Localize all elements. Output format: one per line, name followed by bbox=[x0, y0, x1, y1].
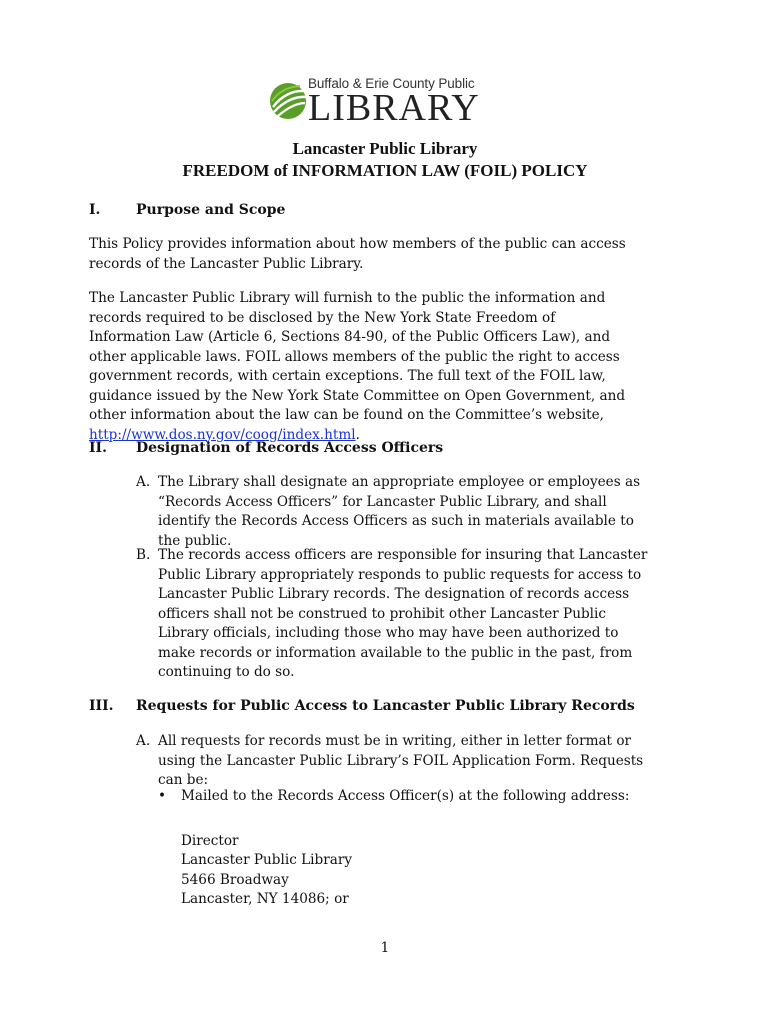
coog-website-link[interactable]: http://www.dos.ny.gov/coog/index.html bbox=[89, 426, 356, 443]
section-2-number: II. bbox=[89, 440, 107, 456]
document-title: Lancaster Public Library bbox=[292, 139, 478, 158]
document-subtitle: FREEDOM of INFORMATION LAW (FOIL) POLICY bbox=[182, 161, 588, 180]
section-2-item-b-text: The records access officers are responsible for insuring that Lancaster Public Library appropriately responds to public requests for access to Lancaster Public Library records. The designation of records access officers shall not be construed to prohibit other Lancaster Public Library officials, including those who may have been authorized to make records or information available to the public in the past, from continuing to do so. bbox=[158, 547, 648, 680]
address-line-1: Director bbox=[181, 833, 239, 849]
logo-tagline: Buffalo & Erie County Public bbox=[308, 76, 475, 91]
section-2-item-b-letter: B. bbox=[136, 547, 151, 563]
section-1-number: I. bbox=[89, 202, 101, 218]
section-1-heading: Purpose and Scope bbox=[136, 202, 286, 218]
address-line-4: Lancaster, NY 14086; or bbox=[181, 891, 349, 907]
section-3-bullet-1: Mailed to the Records Access Officer(s) at the following address: bbox=[181, 788, 630, 804]
section-3-item-a-text: All requests for records must be in writing, either in letter format or using the Lancaster Public Library’s FOIL Application Form. Requests can be: bbox=[158, 733, 644, 788]
section-2-item-a-letter: A. bbox=[136, 474, 151, 490]
library-leaf-icon bbox=[268, 81, 308, 121]
section-1-paragraph-2-text: The Lancaster Public Library will furnish to the public the information and records required to be disclosed by the New York State Freedom of Information Law (Article 6, Sections 84-90, of the Public Officers Law), and other applicable laws. FOIL allows members of the public the right to access government records, with certain exceptions. The full text of the FOIL law, guidance issued by the New York State Committee on Open Government, and other information about the law can be found on the Committee’s website, bbox=[89, 290, 626, 423]
section-3-item-a-letter: A. bbox=[136, 733, 151, 749]
address-line-3: 5466 Broadway bbox=[181, 872, 289, 888]
bullet-marker: • bbox=[158, 788, 167, 804]
address-line-2: Lancaster Public Library bbox=[181, 852, 352, 868]
page-number: 1 bbox=[380, 940, 390, 956]
section-2-item-a-text: The Library shall designate an appropriate employee or employees as “Records Access Officers” for Lancaster Public Library, and shall identify the Records Access Officers as such in materials available to the public. bbox=[158, 474, 641, 549]
section-1-paragraph-1: This Policy provides information about how members of the public can access records of the Lancaster Public Library. bbox=[89, 236, 626, 272]
library-logo bbox=[268, 74, 488, 130]
section-2-heading: Designation of Records Access Officers bbox=[136, 440, 444, 456]
logo-wordmark: LIBRARY bbox=[308, 87, 480, 129]
section-3-heading: Requests for Public Access to Lancaster Public Library Records bbox=[136, 698, 635, 714]
section-3-number: III. bbox=[89, 698, 114, 714]
section-1-paragraph-2-end: . bbox=[355, 426, 360, 443]
section-1-paragraph-2 bbox=[89, 289, 634, 445]
